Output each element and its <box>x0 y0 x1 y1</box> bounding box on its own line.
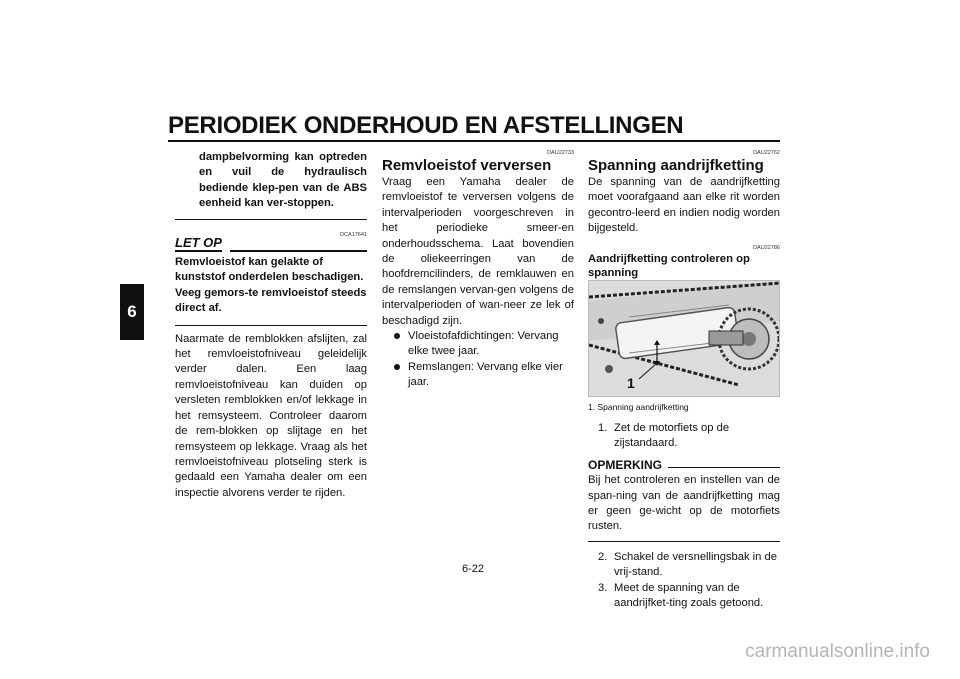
replacement-list <box>382 329 574 391</box>
column-2 <box>382 150 574 391</box>
step-item: 2. Schakel de versnellingsbak in de vrij-stand. <box>598 550 777 579</box>
caution-code: DCA17641 <box>340 231 367 238</box>
section-intro: De spanning van de aandrijfketting moet voorafgaand aan elke rit worden gecontro-leerd en indien nodig worden bijgesteld. <box>588 176 780 235</box>
step-item: 3. Meet de spanning van de aandrijfket-ting zoals getoond. <box>598 581 764 610</box>
section-heading: Remvloeistof verversen <box>382 157 552 174</box>
watermark: carmanualsonline.info <box>745 641 930 662</box>
section-code: DAU22733 <box>547 150 574 156</box>
header-rule <box>168 140 780 142</box>
caution-text: Remvloeistof kan gelakte of kunststof onderdelen beschadigen. Veeg gemors-te remvloeistof steeds direct af. <box>175 256 367 315</box>
step-item: 1. Zet de motorfiets op de zijstandaard. <box>598 422 730 450</box>
list-item: Remslangen: Vervang elke vier jaar. <box>382 360 574 391</box>
chapter-tab: 6 <box>120 284 144 340</box>
note-end-rule <box>588 541 780 542</box>
chain-figure <box>588 280 780 397</box>
note-label: OPMERKING <box>588 457 663 472</box>
page-title: PERIODIEK ONDERHOUD EN AFSTELLINGEN <box>168 112 684 139</box>
subsection-heading: Aandrijfketting controleren op spanning <box>588 252 750 279</box>
list-item: Vloeistofafdichtingen: Vervang elke twee jaar. <box>382 329 574 360</box>
steps-list-part2 <box>588 550 780 612</box>
caution-line <box>230 250 367 252</box>
note-line <box>668 467 780 468</box>
column-3 <box>588 150 780 612</box>
page-number: 6-22 <box>462 563 485 575</box>
warning-end-rule <box>175 219 367 220</box>
steps-list-part1 <box>588 421 780 452</box>
figure-callout: 1 <box>627 374 635 391</box>
caution-label: LET OP <box>175 235 222 252</box>
caution-header <box>175 235 367 252</box>
warning-continuation: dampbelvorming kan optreden en vuil de hydraulisch bediende klep-pen van de ABS eenheid kan ver-stoppen. <box>199 151 367 210</box>
column-1 <box>175 150 367 501</box>
section-heading: Spanning aandrijfketting <box>588 157 764 174</box>
brake-fluid-level-text: Naarmate de remblokken afslijten, zal het remvloeistofniveau geleidelijk verder dalen. Een laag remvloeistofniveau kan duiden op versleten remblokken en/of lekkage in het remsysteem. Controleer daarom de rem-blokken op slijtage en het remsysteem op lekkage. Vraag als het remvloeistofniveau plotseling sterk is gedaald een Yamaha dealer om een inspectie alvorens verder te rijden. <box>175 332 367 499</box>
section-code: DAU22762 <box>753 150 780 156</box>
note-header <box>588 458 780 473</box>
figure-caption: 1. Spanning aandrijfketting <box>588 401 689 412</box>
subsection-code: DAU22786 <box>753 244 780 251</box>
note-text: Bij het controleren en instellen van de span-ning van de aandrijfketting mag er geen ge-wicht op de motorfiets rusten. <box>588 474 780 533</box>
bullet-icon <box>394 333 400 339</box>
section-body: Vraag een Yamaha dealer de remvloeistof te verversen volgens de intervalperioden voorgeschreven in het periodieke smeer-en onderhoudsschema. Laat bovendien de oliekeerringen van de hoofdremcilinders, de remklauwen en de remslangen vervan-gen volgens de intervalperioden of wan-neer ze lek of beschadigd zijn. <box>382 176 574 327</box>
caution-end-rule <box>175 325 367 326</box>
bullet-icon <box>394 364 400 370</box>
chain-illustration <box>589 281 780 397</box>
